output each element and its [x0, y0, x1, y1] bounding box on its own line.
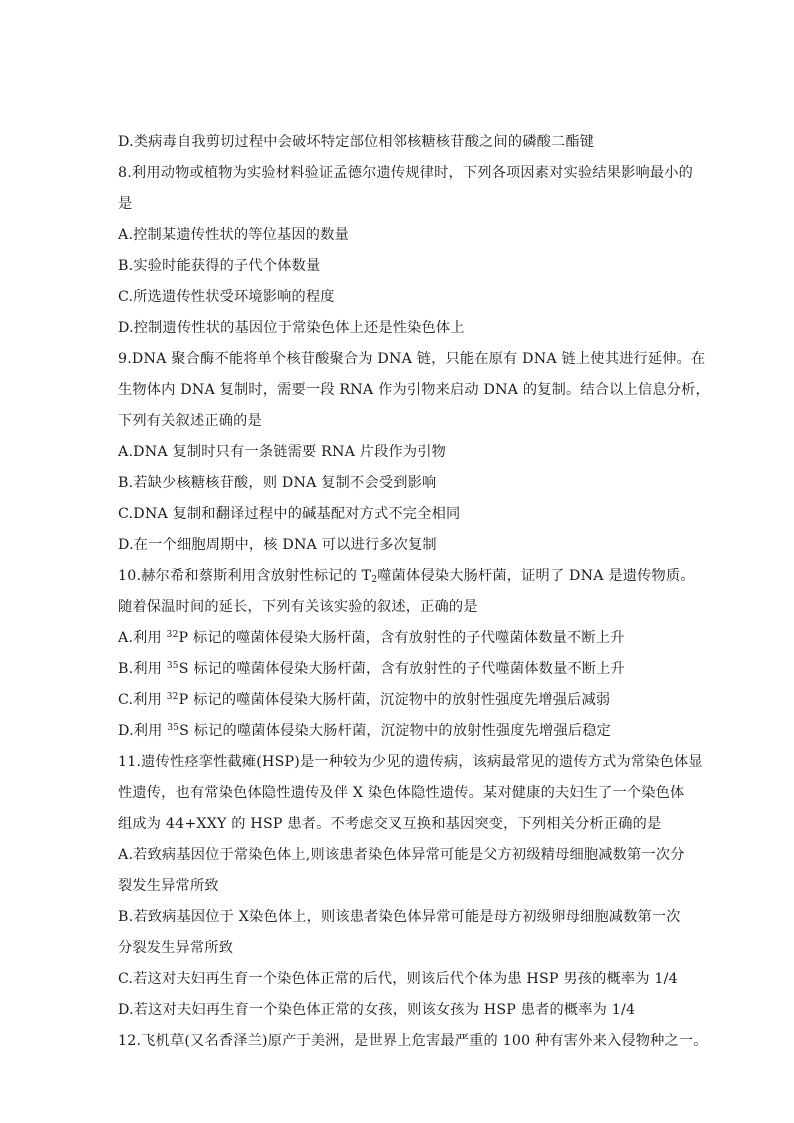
q10-option-c: [118, 691, 688, 709]
q9-stem-line-2: 生物体内 DNA 复制时，需要一段 RNA 作为引物来启动 DNA 的复制。结合以上信息分析，: [118, 382, 710, 398]
q9-option-b: B.若缺少核糖核苷酸，则 DNA 复制不会受到影响: [118, 475, 437, 491]
q11-stem-line-3: 组成为 44+XXY 的 HSP 患者。不考虑交叉互换和基因突变，下列相关分析正确的是: [118, 816, 662, 832]
q11-option-c: C.若这对夫妇再生育一个染色体正常的后代，则该后代个体为患 HSP 男孩的概率为 1/4: [118, 971, 678, 987]
q7-option-d: D.类病毒自我剪切过程中会破坏特定部位相邻核糖核苷酸之间的磷酸二酯键: [118, 134, 595, 150]
q9-stem-line-1: 9.DNA 聚合酶不能将单个核苷酸聚合为 DNA 链，只能在原有 DNA 链上使其进行延伸。在: [118, 351, 706, 367]
isotope-mass-number: 32: [166, 630, 179, 640]
q11-option-d: D.若这对夫妇再生育一个染色体正常的女孩，则该女孩为 HSP 患者的概率为 1/4: [118, 1002, 636, 1018]
q11-stem-line-1: 11.遗传性痉挛性截瘫(HSP)是一种较为少见的遗传病，该病最常见的遗传方式为常染色体显: [118, 754, 703, 770]
isotope-mass-number: 32: [166, 692, 179, 702]
q10-stem-line-1: [118, 567, 695, 585]
q10-stem-part-2: 噬菌体侵染大肠杆菌，证明了 DNA 是遗传物质。: [377, 568, 695, 584]
q10-stem-part-1: 10.赫尔希和蔡斯利用含放射性标记的 T: [118, 568, 372, 584]
q10-option-b: [118, 660, 688, 678]
q10-option-b-text: S 标记的噬菌体侵染大肠杆菌，含有放射性的子代噬菌体数量不断上升: [178, 661, 625, 677]
q10-stem-line-2: 随着保温时间的延长，下列有关该实验的叙述，正确的是: [118, 599, 478, 615]
q11-option-b-line-1: B.若致病基因位于 X染色体上，则该患者染色体异常可能是母方初级卵母细胞减数第一次: [118, 909, 681, 925]
q10-option-d: [118, 722, 688, 740]
q10-option-c-text: P 标记的噬菌体侵染大肠杆菌，沉淀物中的放射性强度先增强后减弱: [178, 692, 611, 708]
q8-option-c: C.所选遗传性状受环境影响的程度: [118, 289, 335, 305]
q9-option-d: D.在一个细胞周期中，核 DNA 可以进行多次复制: [118, 537, 437, 553]
isotope-mass-number: 35: [167, 723, 180, 733]
q10-option-d-text: S 标记的噬菌体侵染大肠杆菌，沉淀物中的放射性强度先增强后稳定: [179, 723, 611, 739]
q10-option-b-prefix: B.利用: [118, 661, 167, 677]
q10-option-a-text: P 标记的噬菌体侵染大肠杆菌，含有放射性的子代噬菌体数量不断上升: [178, 630, 625, 646]
q10-option-a: [118, 629, 688, 647]
isotope-mass-number: 35: [166, 661, 179, 671]
q8-option-a: A.控制某遗传性状的等位基因的数量: [118, 227, 349, 243]
q8-option-b: B.实验时能获得的子代个体数量: [118, 258, 321, 274]
q11-option-a-line-2: 裂发生异常所致: [118, 878, 219, 894]
q8-stem-line-1: 8.利用动物或植物为实验材料验证孟德尔遗传规律时，下列各项因素对实验结果影响最小的: [118, 165, 694, 181]
q10-option-d-prefix: D.利用: [118, 723, 168, 739]
q11-stem-line-2: 性遗传，也有常染色体隐性遗传及伴 X 染色体隐性遗传。某对健康的夫妇生了一个染色体: [118, 785, 685, 801]
q11-option-b-line-2: 分裂发生异常所致: [118, 940, 234, 956]
t2-subscript: 2: [371, 575, 378, 585]
q10-option-a-prefix: A.利用: [118, 630, 167, 646]
q10-option-c-prefix: C.利用: [118, 692, 167, 708]
q9-option-a: A.DNA 复制时只有一条链需要 RNA 片段作为引物: [118, 444, 447, 460]
q9-stem-line-3: 下列有关叙述正确的是: [118, 413, 262, 429]
q8-stem-line-2: 是: [118, 196, 133, 212]
q11-option-a-line-1: A.若致病基因位于常染色体上,则该患者染色体异常可能是父方初级精母细胞减数第一次分: [118, 847, 685, 863]
q12-stem-line-1: 12.飞机草(又名香泽兰)原产于美洲，是世界上危害最严重的 100 种有害外来入侵物种之一。: [118, 1033, 708, 1049]
q9-option-c: C.DNA 复制和翻译过程中的碱基配对方式不完全相同: [118, 506, 461, 522]
q8-option-d: D.控制遗传性状的基因位于常染色体上还是性染色体上: [118, 320, 465, 336]
